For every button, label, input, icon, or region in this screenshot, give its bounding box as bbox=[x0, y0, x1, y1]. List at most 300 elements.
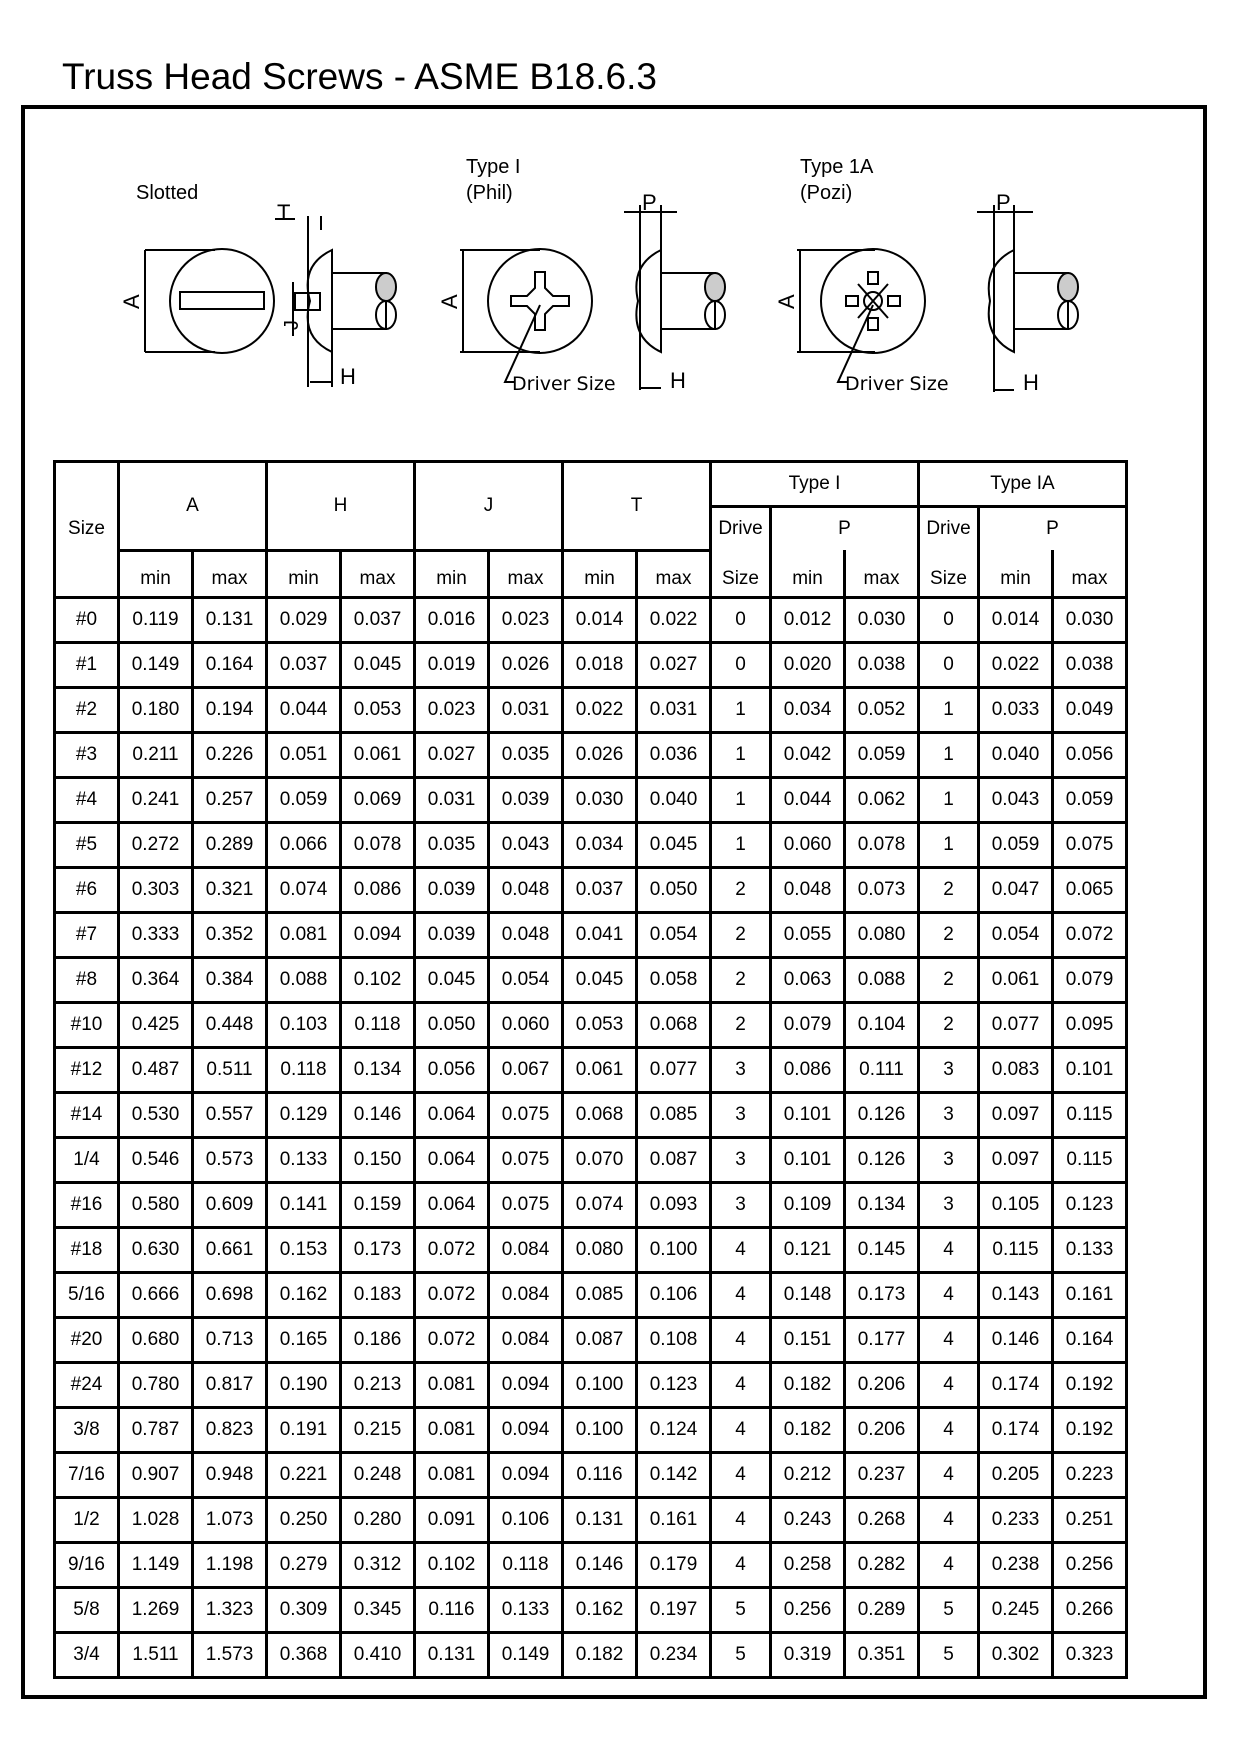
cell-type1a-p-max: 0.161 bbox=[1053, 1272, 1127, 1317]
cell-j-min: 0.045 bbox=[415, 957, 489, 1002]
cell-type1-drive-size: 1 bbox=[711, 777, 771, 822]
cell-type1-p-max: 0.059 bbox=[845, 732, 919, 777]
cell-j-max: 0.039 bbox=[489, 777, 563, 822]
cell-a-min: 0.303 bbox=[119, 867, 193, 912]
cell-h-min: 0.066 bbox=[267, 822, 341, 867]
cell-h-min: 0.309 bbox=[267, 1587, 341, 1632]
table-row bbox=[55, 1452, 1127, 1497]
cell-j-min: 0.019 bbox=[415, 642, 489, 687]
cell-type1-p-max: 0.351 bbox=[845, 1632, 919, 1677]
cell-type1-drive-size: 0 bbox=[711, 597, 771, 642]
cell-type1-drive-size: 0 bbox=[711, 642, 771, 687]
cell-t-max: 0.054 bbox=[637, 912, 711, 957]
cell-type1a-p-min: 0.115 bbox=[979, 1227, 1053, 1272]
type1a-label-line2: (Pozi) bbox=[800, 182, 853, 204]
cell-a-max: 1.073 bbox=[193, 1497, 267, 1542]
cell-a-min: 0.241 bbox=[119, 777, 193, 822]
cell-type1-p-min: 0.060 bbox=[771, 822, 845, 867]
dimensions-table bbox=[53, 460, 1128, 1679]
cell-type1a-drive-size: 2 bbox=[919, 957, 979, 1002]
header-a-min: min bbox=[119, 550, 193, 597]
cell-j-min: 0.081 bbox=[415, 1407, 489, 1452]
cell-type1a-drive-size: 1 bbox=[919, 822, 979, 867]
cell-h-max: 0.280 bbox=[341, 1497, 415, 1542]
header-type1a: Type IA bbox=[919, 462, 1127, 507]
cell-t-max: 0.234 bbox=[637, 1632, 711, 1677]
cell-a-min: 0.546 bbox=[119, 1137, 193, 1182]
cell-type1-drive-size: 4 bbox=[711, 1227, 771, 1272]
cell-a-max: 0.352 bbox=[193, 912, 267, 957]
header-type1a-drive: Drive bbox=[919, 507, 979, 551]
cell-t-max: 0.022 bbox=[637, 597, 711, 642]
cell-t-min: 0.030 bbox=[563, 777, 637, 822]
cell-type1a-p-min: 0.302 bbox=[979, 1632, 1053, 1677]
cell-type1a-p-max: 0.164 bbox=[1053, 1317, 1127, 1362]
cell-h-min: 0.133 bbox=[267, 1137, 341, 1182]
table-row bbox=[55, 777, 1127, 822]
header-j: J bbox=[415, 462, 563, 551]
cell-h-min: 0.141 bbox=[267, 1182, 341, 1227]
cell-j-max: 0.026 bbox=[489, 642, 563, 687]
table-row bbox=[55, 957, 1127, 1002]
phillips-recess-icon bbox=[511, 272, 569, 330]
cell-type1-drive-size: 3 bbox=[711, 1182, 771, 1227]
cell-h-min: 0.368 bbox=[267, 1632, 341, 1677]
cell-type1-p-max: 0.078 bbox=[845, 822, 919, 867]
phillips-head-top-view bbox=[488, 249, 592, 353]
cell-h-max: 0.037 bbox=[341, 597, 415, 642]
cell-type1-p-max: 0.145 bbox=[845, 1227, 919, 1272]
cell-h-min: 0.279 bbox=[267, 1542, 341, 1587]
dim-a-label-type1a: A bbox=[774, 294, 799, 309]
cell-type1-p-min: 0.256 bbox=[771, 1587, 845, 1632]
cell-a-max: 0.131 bbox=[193, 597, 267, 642]
cell-type1-drive-size: 5 bbox=[711, 1587, 771, 1632]
cell-type1-drive-size: 2 bbox=[711, 957, 771, 1002]
cell-type1-drive-size: 5 bbox=[711, 1632, 771, 1677]
cell-t-max: 0.093 bbox=[637, 1182, 711, 1227]
type1-label-line2: (Phil) bbox=[466, 182, 513, 204]
cell-type1-drive-size: 1 bbox=[711, 687, 771, 732]
cell-type1a-drive-size: 2 bbox=[919, 912, 979, 957]
cell-type1a-p-max: 0.323 bbox=[1053, 1632, 1127, 1677]
cell-type1-drive-size: 1 bbox=[711, 822, 771, 867]
cell-h-min: 0.029 bbox=[267, 597, 341, 642]
cell-t-max: 0.161 bbox=[637, 1497, 711, 1542]
cell-t-min: 0.018 bbox=[563, 642, 637, 687]
cell-t-max: 0.058 bbox=[637, 957, 711, 1002]
cell-a-max: 0.698 bbox=[193, 1272, 267, 1317]
header-t-min: min bbox=[563, 550, 637, 597]
table-body bbox=[55, 597, 1127, 1677]
cell-h-min: 0.088 bbox=[267, 957, 341, 1002]
cell-h-max: 0.053 bbox=[341, 687, 415, 732]
cell-a-min: 1.149 bbox=[119, 1542, 193, 1587]
cell-j-max: 0.023 bbox=[489, 597, 563, 642]
cell-h-max: 0.213 bbox=[341, 1362, 415, 1407]
cell-t-max: 0.045 bbox=[637, 822, 711, 867]
header-h-max: max bbox=[341, 550, 415, 597]
cell-a-max: 0.321 bbox=[193, 867, 267, 912]
cell-type1-drive-size: 2 bbox=[711, 867, 771, 912]
cell-type1a-p-min: 0.054 bbox=[979, 912, 1053, 957]
cell-type1-p-min: 0.048 bbox=[771, 867, 845, 912]
cell-j-min: 0.031 bbox=[415, 777, 489, 822]
cell-j-max: 0.106 bbox=[489, 1497, 563, 1542]
cell-type1a-drive-size: 3 bbox=[919, 1137, 979, 1182]
cell-h-max: 0.150 bbox=[341, 1137, 415, 1182]
cell-h-max: 0.094 bbox=[341, 912, 415, 957]
cell-type1a-p-max: 0.192 bbox=[1053, 1407, 1127, 1452]
cell-type1-p-max: 0.126 bbox=[845, 1092, 919, 1137]
cell-t-min: 0.100 bbox=[563, 1407, 637, 1452]
cell-a-min: 1.511 bbox=[119, 1632, 193, 1677]
cell-type1a-drive-size: 5 bbox=[919, 1587, 979, 1632]
cell-j-max: 0.118 bbox=[489, 1542, 563, 1587]
cell-h-min: 0.103 bbox=[267, 1002, 341, 1047]
cell-type1a-p-max: 0.115 bbox=[1053, 1137, 1127, 1182]
cell-a-max: 0.823 bbox=[193, 1407, 267, 1452]
cell-t-min: 0.053 bbox=[563, 1002, 637, 1047]
cell-type1-p-max: 0.088 bbox=[845, 957, 919, 1002]
cell-h-max: 0.215 bbox=[341, 1407, 415, 1452]
cell-type1a-p-min: 0.033 bbox=[979, 687, 1053, 732]
cell-a-max: 0.661 bbox=[193, 1227, 267, 1272]
cell-t-max: 0.031 bbox=[637, 687, 711, 732]
cell-j-min: 0.050 bbox=[415, 1002, 489, 1047]
cell-h-min: 0.074 bbox=[267, 867, 341, 912]
cell-type1a-drive-size: 4 bbox=[919, 1272, 979, 1317]
cell-type1a-p-min: 0.174 bbox=[979, 1362, 1053, 1407]
cell-t-min: 0.068 bbox=[563, 1092, 637, 1137]
cell-t-min: 0.087 bbox=[563, 1317, 637, 1362]
cell-type1-drive-size: 3 bbox=[711, 1092, 771, 1137]
cell-type1a-drive-size: 2 bbox=[919, 867, 979, 912]
cell-a-min: 0.530 bbox=[119, 1092, 193, 1137]
cell-type1-drive-size: 4 bbox=[711, 1317, 771, 1362]
cell-type1a-p-min: 0.077 bbox=[979, 1002, 1053, 1047]
cell-type1a-drive-size: 5 bbox=[919, 1632, 979, 1677]
cell-type1a-p-max: 0.223 bbox=[1053, 1452, 1127, 1497]
header-type1a-p: P bbox=[979, 507, 1127, 551]
cell-type1a-p-min: 0.040 bbox=[979, 732, 1053, 777]
cell-type1a-p-max: 0.101 bbox=[1053, 1047, 1127, 1092]
header-type1a-drive-size: Size bbox=[919, 550, 979, 597]
type1a-diagram bbox=[774, 156, 1078, 395]
cell-j-max: 0.133 bbox=[489, 1587, 563, 1632]
cell-t-max: 0.123 bbox=[637, 1362, 711, 1407]
cell-j-max: 0.084 bbox=[489, 1317, 563, 1362]
table-row bbox=[55, 1362, 1127, 1407]
type1-diagram bbox=[437, 156, 725, 395]
cell-type1a-p-min: 0.105 bbox=[979, 1182, 1053, 1227]
cell-j-min: 0.102 bbox=[415, 1542, 489, 1587]
cell-h-max: 0.061 bbox=[341, 732, 415, 777]
cell-t-min: 0.131 bbox=[563, 1497, 637, 1542]
cell-t-min: 0.182 bbox=[563, 1632, 637, 1677]
cell-j-min: 0.072 bbox=[415, 1317, 489, 1362]
cell-a-max: 0.164 bbox=[193, 642, 267, 687]
cell-size: 7/16 bbox=[55, 1452, 119, 1497]
cell-type1-p-min: 0.086 bbox=[771, 1047, 845, 1092]
cell-type1a-drive-size: 4 bbox=[919, 1542, 979, 1587]
cell-t-min: 0.041 bbox=[563, 912, 637, 957]
cell-type1-p-min: 0.258 bbox=[771, 1542, 845, 1587]
cell-type1-p-max: 0.062 bbox=[845, 777, 919, 822]
cell-type1-p-max: 0.289 bbox=[845, 1587, 919, 1632]
type1a-head-side bbox=[989, 250, 1014, 352]
cell-t-max: 0.100 bbox=[637, 1227, 711, 1272]
header-a-max: max bbox=[193, 550, 267, 597]
cell-type1a-p-max: 0.056 bbox=[1053, 732, 1127, 777]
cell-t-min: 0.045 bbox=[563, 957, 637, 1002]
cell-a-max: 0.948 bbox=[193, 1452, 267, 1497]
cell-type1a-p-max: 0.075 bbox=[1053, 822, 1127, 867]
cell-type1-p-min: 0.042 bbox=[771, 732, 845, 777]
cell-h-min: 0.044 bbox=[267, 687, 341, 732]
cell-type1a-p-max: 0.095 bbox=[1053, 1002, 1127, 1047]
cell-size: #12 bbox=[55, 1047, 119, 1092]
cell-t-min: 0.070 bbox=[563, 1137, 637, 1182]
cell-type1a-p-min: 0.174 bbox=[979, 1407, 1053, 1452]
cell-t-min: 0.116 bbox=[563, 1452, 637, 1497]
cell-type1a-drive-size: 1 bbox=[919, 732, 979, 777]
cell-type1-p-min: 0.212 bbox=[771, 1452, 845, 1497]
cell-a-max: 0.226 bbox=[193, 732, 267, 777]
cell-h-max: 0.410 bbox=[341, 1632, 415, 1677]
cell-size: #0 bbox=[55, 597, 119, 642]
cell-a-max: 1.323 bbox=[193, 1587, 267, 1632]
driver-size-label-type1: Driver Size bbox=[512, 373, 616, 395]
cell-type1a-p-max: 0.065 bbox=[1053, 867, 1127, 912]
cell-t-min: 0.080 bbox=[563, 1227, 637, 1272]
cell-type1-p-max: 0.073 bbox=[845, 867, 919, 912]
cell-j-max: 0.094 bbox=[489, 1452, 563, 1497]
cell-type1-p-max: 0.080 bbox=[845, 912, 919, 957]
cell-j-min: 0.039 bbox=[415, 867, 489, 912]
table-row bbox=[55, 1407, 1127, 1452]
cell-type1-p-max: 0.038 bbox=[845, 642, 919, 687]
cell-type1-drive-size: 4 bbox=[711, 1407, 771, 1452]
cell-j-min: 0.116 bbox=[415, 1587, 489, 1632]
cell-type1-p-min: 0.055 bbox=[771, 912, 845, 957]
cell-h-max: 0.173 bbox=[341, 1227, 415, 1272]
cell-t-max: 0.197 bbox=[637, 1587, 711, 1632]
cell-type1a-drive-size: 3 bbox=[919, 1047, 979, 1092]
cell-a-max: 1.198 bbox=[193, 1542, 267, 1587]
cell-a-min: 0.680 bbox=[119, 1317, 193, 1362]
screw-diagrams bbox=[0, 0, 1241, 450]
cell-type1a-p-max: 0.079 bbox=[1053, 957, 1127, 1002]
cell-t-min: 0.085 bbox=[563, 1272, 637, 1317]
cell-type1a-p-max: 0.266 bbox=[1053, 1587, 1127, 1632]
cell-type1-drive-size: 2 bbox=[711, 1002, 771, 1047]
cell-j-max: 0.048 bbox=[489, 867, 563, 912]
cell-type1a-drive-size: 3 bbox=[919, 1182, 979, 1227]
cell-a-min: 0.333 bbox=[119, 912, 193, 957]
cell-type1-p-max: 0.237 bbox=[845, 1452, 919, 1497]
cell-size: #8 bbox=[55, 957, 119, 1002]
cell-t-max: 0.027 bbox=[637, 642, 711, 687]
cell-j-max: 0.043 bbox=[489, 822, 563, 867]
cell-size: 3/8 bbox=[55, 1407, 119, 1452]
cell-type1a-p-min: 0.083 bbox=[979, 1047, 1053, 1092]
cell-type1a-drive-size: 4 bbox=[919, 1317, 979, 1362]
cell-type1-drive-size: 4 bbox=[711, 1362, 771, 1407]
cell-a-min: 0.272 bbox=[119, 822, 193, 867]
cell-size: #3 bbox=[55, 732, 119, 777]
table-row bbox=[55, 867, 1127, 912]
cell-j-max: 0.094 bbox=[489, 1407, 563, 1452]
cell-type1-p-min: 0.121 bbox=[771, 1227, 845, 1272]
slotted-label: Slotted bbox=[136, 182, 199, 204]
cell-h-max: 0.118 bbox=[341, 1002, 415, 1047]
cell-t-max: 0.124 bbox=[637, 1407, 711, 1452]
header-type1-drive-size: Size bbox=[711, 550, 771, 597]
header-type1a-p-max: max bbox=[1053, 550, 1127, 597]
cell-size: 9/16 bbox=[55, 1542, 119, 1587]
table-row bbox=[55, 1497, 1127, 1542]
cell-t-max: 0.040 bbox=[637, 777, 711, 822]
cell-type1a-p-max: 0.256 bbox=[1053, 1542, 1127, 1587]
table-row bbox=[55, 1137, 1127, 1182]
cell-type1a-p-max: 0.192 bbox=[1053, 1362, 1127, 1407]
cell-j-max: 0.075 bbox=[489, 1182, 563, 1227]
cell-type1-p-min: 0.101 bbox=[771, 1137, 845, 1182]
cell-a-max: 0.817 bbox=[193, 1362, 267, 1407]
cell-t-min: 0.026 bbox=[563, 732, 637, 777]
header-type1-p: P bbox=[771, 507, 919, 551]
cell-j-min: 0.064 bbox=[415, 1092, 489, 1137]
cell-type1-p-min: 0.101 bbox=[771, 1092, 845, 1137]
cell-j-max: 0.067 bbox=[489, 1047, 563, 1092]
cell-t-max: 0.068 bbox=[637, 1002, 711, 1047]
cell-h-max: 0.134 bbox=[341, 1047, 415, 1092]
cell-type1a-drive-size: 4 bbox=[919, 1407, 979, 1452]
table-row bbox=[55, 687, 1127, 732]
cell-h-min: 0.129 bbox=[267, 1092, 341, 1137]
cell-type1-p-max: 0.126 bbox=[845, 1137, 919, 1182]
cell-a-min: 0.364 bbox=[119, 957, 193, 1002]
header-size: Size bbox=[55, 462, 119, 598]
cell-t-max: 0.106 bbox=[637, 1272, 711, 1317]
cell-j-max: 0.075 bbox=[489, 1137, 563, 1182]
cell-a-max: 0.573 bbox=[193, 1137, 267, 1182]
cell-type1a-p-min: 0.043 bbox=[979, 777, 1053, 822]
cell-j-min: 0.064 bbox=[415, 1137, 489, 1182]
cell-h-max: 0.186 bbox=[341, 1317, 415, 1362]
cell-type1-drive-size: 2 bbox=[711, 912, 771, 957]
dim-a-label-type1: A bbox=[437, 294, 462, 309]
cell-type1-p-max: 0.104 bbox=[845, 1002, 919, 1047]
cell-type1a-drive-size: 1 bbox=[919, 687, 979, 732]
cell-h-max: 0.069 bbox=[341, 777, 415, 822]
cell-t-min: 0.074 bbox=[563, 1182, 637, 1227]
cell-h-min: 0.037 bbox=[267, 642, 341, 687]
cell-size: #5 bbox=[55, 822, 119, 867]
cell-t-min: 0.022 bbox=[563, 687, 637, 732]
cell-size: #2 bbox=[55, 687, 119, 732]
cell-type1a-p-min: 0.245 bbox=[979, 1587, 1053, 1632]
cell-type1-p-min: 0.109 bbox=[771, 1182, 845, 1227]
cell-type1-p-min: 0.012 bbox=[771, 597, 845, 642]
cell-t-max: 0.142 bbox=[637, 1452, 711, 1497]
cell-a-max: 0.713 bbox=[193, 1317, 267, 1362]
table-row bbox=[55, 1182, 1127, 1227]
cell-type1-drive-size: 3 bbox=[711, 1047, 771, 1092]
cell-a-min: 0.487 bbox=[119, 1047, 193, 1092]
header-type1-p-max: max bbox=[845, 550, 919, 597]
cell-type1-p-min: 0.319 bbox=[771, 1632, 845, 1677]
cell-size: 1/4 bbox=[55, 1137, 119, 1182]
cell-size: #10 bbox=[55, 1002, 119, 1047]
cell-a-min: 0.180 bbox=[119, 687, 193, 732]
cell-t-max: 0.087 bbox=[637, 1137, 711, 1182]
cell-h-min: 0.221 bbox=[267, 1452, 341, 1497]
cell-type1-p-max: 0.030 bbox=[845, 597, 919, 642]
cell-h-max: 0.312 bbox=[341, 1542, 415, 1587]
cell-type1a-p-min: 0.143 bbox=[979, 1272, 1053, 1317]
header-h-min: min bbox=[267, 550, 341, 597]
cell-t-max: 0.108 bbox=[637, 1317, 711, 1362]
cell-type1a-drive-size: 3 bbox=[919, 1092, 979, 1137]
cell-t-min: 0.146 bbox=[563, 1542, 637, 1587]
cell-a-min: 0.787 bbox=[119, 1407, 193, 1452]
cell-type1-p-max: 0.052 bbox=[845, 687, 919, 732]
cell-type1a-p-max: 0.123 bbox=[1053, 1182, 1127, 1227]
cell-a-min: 0.211 bbox=[119, 732, 193, 777]
cell-j-max: 0.084 bbox=[489, 1272, 563, 1317]
cell-type1a-p-min: 0.097 bbox=[979, 1092, 1053, 1137]
header-h: H bbox=[267, 462, 415, 551]
header-type1-p-min: min bbox=[771, 550, 845, 597]
cell-h-min: 0.191 bbox=[267, 1407, 341, 1452]
cell-type1-p-max: 0.206 bbox=[845, 1362, 919, 1407]
cell-t-min: 0.100 bbox=[563, 1362, 637, 1407]
cell-h-max: 0.102 bbox=[341, 957, 415, 1002]
table-row bbox=[55, 1227, 1127, 1272]
cell-j-min: 0.035 bbox=[415, 822, 489, 867]
cell-type1-p-max: 0.282 bbox=[845, 1542, 919, 1587]
cell-h-min: 0.059 bbox=[267, 777, 341, 822]
table-row bbox=[55, 1092, 1127, 1137]
cell-type1a-p-min: 0.146 bbox=[979, 1317, 1053, 1362]
cell-type1-p-min: 0.020 bbox=[771, 642, 845, 687]
cell-type1a-drive-size: 4 bbox=[919, 1227, 979, 1272]
cell-j-min: 0.027 bbox=[415, 732, 489, 777]
cell-size: 5/8 bbox=[55, 1587, 119, 1632]
cell-size: 5/16 bbox=[55, 1272, 119, 1317]
cell-j-min: 0.064 bbox=[415, 1182, 489, 1227]
cell-size: #18 bbox=[55, 1227, 119, 1272]
cell-h-min: 0.190 bbox=[267, 1362, 341, 1407]
cell-type1a-p-max: 0.251 bbox=[1053, 1497, 1127, 1542]
table-row bbox=[55, 1632, 1127, 1677]
cell-h-min: 0.162 bbox=[267, 1272, 341, 1317]
cell-a-max: 0.257 bbox=[193, 777, 267, 822]
cell-size: 3/4 bbox=[55, 1632, 119, 1677]
cell-j-max: 0.035 bbox=[489, 732, 563, 777]
dim-p-label-type1a: P bbox=[996, 190, 1011, 215]
table-row bbox=[55, 1542, 1127, 1587]
cell-size: #20 bbox=[55, 1317, 119, 1362]
cell-j-min: 0.056 bbox=[415, 1047, 489, 1092]
cell-type1a-p-max: 0.072 bbox=[1053, 912, 1127, 957]
cell-type1a-p-min: 0.205 bbox=[979, 1452, 1053, 1497]
cell-type1a-p-max: 0.030 bbox=[1053, 597, 1127, 642]
table-row bbox=[55, 1272, 1127, 1317]
header-t-max: max bbox=[637, 550, 711, 597]
